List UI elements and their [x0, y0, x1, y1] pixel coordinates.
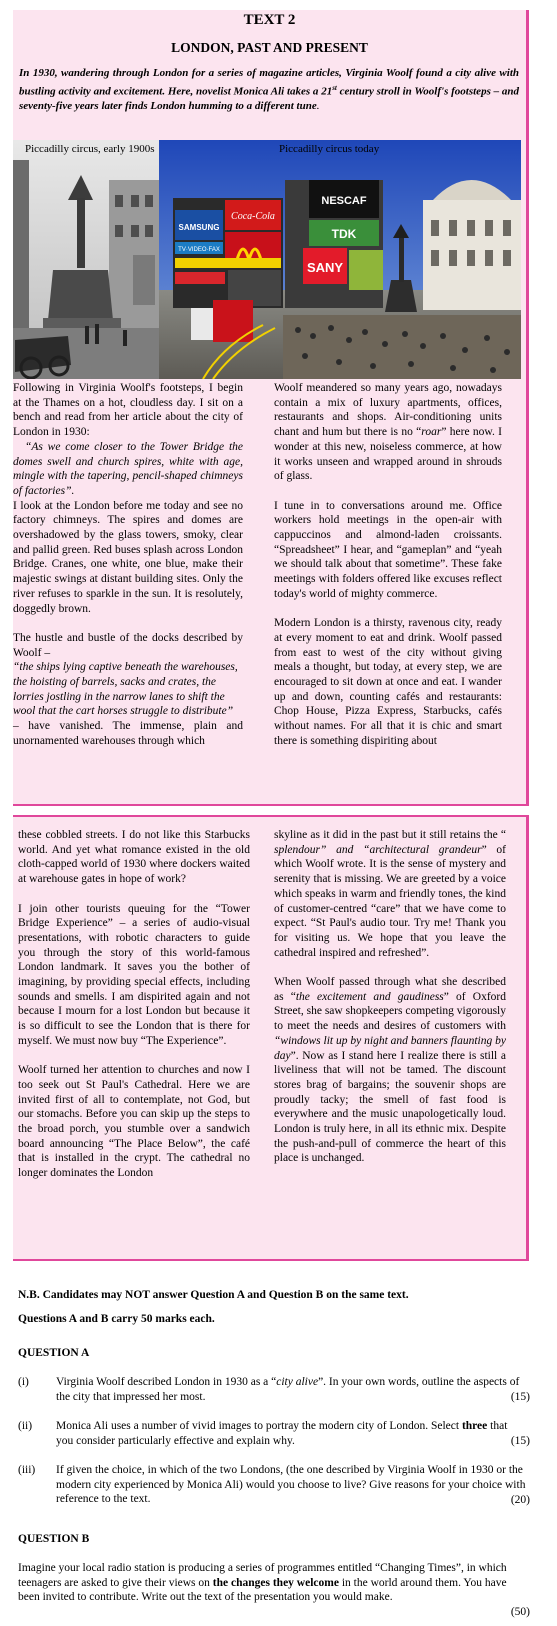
- paragraph: – have vanished. The immense, plain and unornamented warehouses through which: [13, 720, 243, 747]
- early-1900s-photo: [13, 140, 159, 379]
- paragraph: When Woolf passed through what she described as “the excitement and gaudiness” of Oxford Street, she saw shopkeepers competing vigorously to meet the needs and desires of customers with “windows lit up by night and banners flaunting by day”. Now as I stand here I realize there is still a liveliness that will not be tamed. The discount stores brag of bargains; the souvenir shops are proudly tacky; the smell of fast food is everywhere and the music unapologetically loud. London is truly here, in all its ethnic mix. Despite the push-and-pull of commerce the heart of this place is unchanged.: [274, 976, 506, 1165]
- quote: “As we come closer to the Tower Bridge the domes swell and church spires, white with age, mingle with the tapering, pencil-shaped chimneys of factories”.: [13, 440, 243, 497]
- paragraph: Following in Virginia Woolf's footsteps, I begin at the Thames on a hot, cloudless day. I sit on a bench and read from her article about the city of London in 1930:: [13, 382, 243, 439]
- paragraph: I join other tourists queuing for the “Tower Bridge Experience” – a series of audio-visual presentations, with robotic characters to guide you through the story of this world-famous London landmark. It saves you the bother of imagining, by providing special effects, including sounds and smells. I am dispirited again and not because I mourn for a lost London but because it is so difficult to see the London that is there for myself. We must now buy “The Experience”.: [18, 902, 250, 1047]
- article-column-2: [274, 381, 502, 749]
- samsung-sign: SAMSUNG: [178, 223, 220, 232]
- paragraph: Modern London is a thirsty, ravenous city, ready at every moment to eat and drink. Woolf passed from east to west of the city without giving meals a thought, but today, at every step, we are encouraged to sit down at once and eat. I wander up and down, counting cafés and restaurants: Chop House, Pizza Express, Starbucks, cafés without names. For all that it is chic and smart there is something dispiriting about: [274, 617, 502, 747]
- question-a-heading: QUESTION A: [18, 1347, 90, 1359]
- article-column-3: [18, 828, 250, 1181]
- sanyo-sign: SANY: [306, 260, 344, 275]
- intro-paragraph: In 1930, wandering through London for a series of magazine articles, Virginia Woolf found a city alive with bustling activity and excitement. Here, novelist Monica Ali takes a 21st century stroll in Woolf's footsteps – and seventy-five years later finds London humming to a different tune.: [19, 67, 519, 112]
- paragraph: these cobbled streets. I do not like this Starbucks world. And yet what romance existed in the old cloth-capped world of 1930 where dockers waited at warehouse gates in hope of work?: [18, 829, 250, 886]
- marks-instruction: Questions A and B carry 50 marks each.: [18, 1313, 215, 1325]
- tdk-sign: TDK: [331, 227, 357, 241]
- quote: “the ships lying captive beneath the warehouses, the hoisting of barrels, sacks and crates, the lorries jostling in the narrow lanes to shift the wool that the cart horses struggle to distribute”: [13, 661, 238, 718]
- text-number: TEXT 2: [243, 12, 296, 28]
- today-photo: [159, 140, 521, 379]
- paragraph: I tune in to conversations around me. Office workers hold meetings in the open-air with cappuccinos and almond-laden croissants. “Spreadsheet” I hear, and “gameplan” and “yeah we should talk about that sometime”. These fake meetings with folders offered like excuses reflect today's world of mighty commerce.: [274, 499, 502, 600]
- paragraph: The hustle and bustle of the docks described by Woolf –: [13, 631, 243, 659]
- paragraph: Woolf turned her attention to churches and now I too seek out St Paul's Cathedral. Here we are invited first of all to contemplate, not God, but our stomachs. Before you can skip up the steps to the broad porch, you stumble over a sandwich board announcing “The Place Below”, the café that is installed in the crypt. The cathedral no longer dominates the London: [18, 1064, 250, 1180]
- piccadilly-photo: [13, 140, 521, 379]
- nb-instruction: N.B. Candidates may NOT answer Question A and Question B on the same text.: [18, 1289, 409, 1301]
- paragraph: I look at the London before me today and see no factory chimneys. The spires and domes are overshadowed by the glass towers, smoky, clear and pallid green. Red buses splash across London Bridge. Cranes, one white, one blue, make their majestic swings at distant building sites. Only the river refuses to sparkle in the sun. It is resolutely, doggedly brown.: [13, 499, 243, 615]
- tv-video-fax-sign: TV·VIDEO·FAX: [178, 247, 220, 253]
- today-caption: Piccadilly circus today: [279, 143, 380, 155]
- article-column-4: [274, 828, 506, 1166]
- early-caption: Piccadilly circus, early 1900s: [25, 143, 155, 155]
- paragraph: skyline as it did in the past but it still retains the “ splendour” and “architectural grandeur” of which Woolf wrote. It is the sense of mystery and serenity that is missing. We are greeted by a voice which speaks in warm and friendly tones, the kind of customer-centred “care” that we have come to expect. “St Paul's audio tour. Try me! Thank you for visiting us. We hope that you leave the cathedral inspired and refreshed”.: [274, 829, 507, 959]
- question-b: Imagine your local radio station is producing a series of programmes entitled “Changing Times”, in which teenagers are asked to give their views on the changes they welcome in the world around them. You have been invited to contribute. Write out the text of the presentation you would make. (50): [18, 1562, 530, 1618]
- question-a-ii: (ii) Monica Ali uses a number of vivid images to portray the modern city of London. Select three that you consider particularly effective and explain why. (15): [18, 1420, 530, 1447]
- paragraph: Woolf meandered so many years ago, nowadays contain a mix of luxury apartments, offices, restaurants and shops. Air-conditioning units chant and hum but there is no “roar” here now. I wonder at this new, noiseless commerce, at how it works unseen and wrapped around in shrouds of glass.: [274, 382, 503, 483]
- nescafe-sign: NESCAF: [321, 195, 367, 207]
- question-a-i: (i) Virginia Woolf described London in 1930 as a “city alive”. In your own words, outline the aspects of the city that impressed her most. (15): [18, 1376, 530, 1403]
- coca-cola-sign: Coca-Cola: [231, 211, 275, 222]
- question-b-heading: QUESTION B: [18, 1533, 90, 1545]
- question-a-iii: (iii) If given the choice, in which of the two Londons, (the one described by Virginia Woolf in 1930 or the modern city experienced by Monica Ali) would you choose to live? Give reasons for your choice with reference to the text. (20): [18, 1464, 530, 1506]
- text-title: LONDON, PAST AND PRESENT: [171, 40, 368, 55]
- article-column-1: [13, 381, 243, 749]
